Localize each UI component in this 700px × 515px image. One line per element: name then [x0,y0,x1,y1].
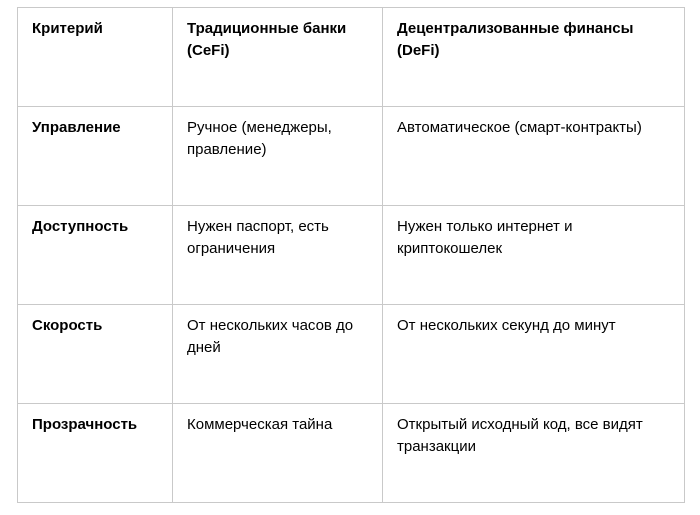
defi-cell: Открытый исходный код, все видят транзакции [383,404,685,503]
table-row [18,305,685,404]
defi-cell: Нужен только интернет и криптокошелек [383,206,685,305]
cefi-cell: От нескольких часов до дней [173,305,383,404]
cefi-cell: Нужен паспорт, есть ограничения [173,206,383,305]
defi-cell: Автоматическое (смарт-контракты) [383,107,685,206]
header-cell-defi: Децентрализованные финансы (DeFi) [383,8,685,107]
comparison-table [17,7,685,503]
header-cell-cefi: Традиционные банки (CeFi) [173,8,383,107]
table-header-row [18,8,685,107]
defi-cell: От нескольких секунд до минут [383,305,685,404]
cefi-cell: Коммерческая тайна [173,404,383,503]
criterion-cell: Управление [18,107,173,206]
table-row [18,404,685,503]
criterion-cell: Скорость [18,305,173,404]
table-row [18,206,685,305]
table-row [18,107,685,206]
criterion-cell: Прозрачность [18,404,173,503]
cefi-cell: Ручное (менеджеры, правление) [173,107,383,206]
header-cell-criterion: Критерий [18,8,173,107]
criterion-cell: Доступность [18,206,173,305]
